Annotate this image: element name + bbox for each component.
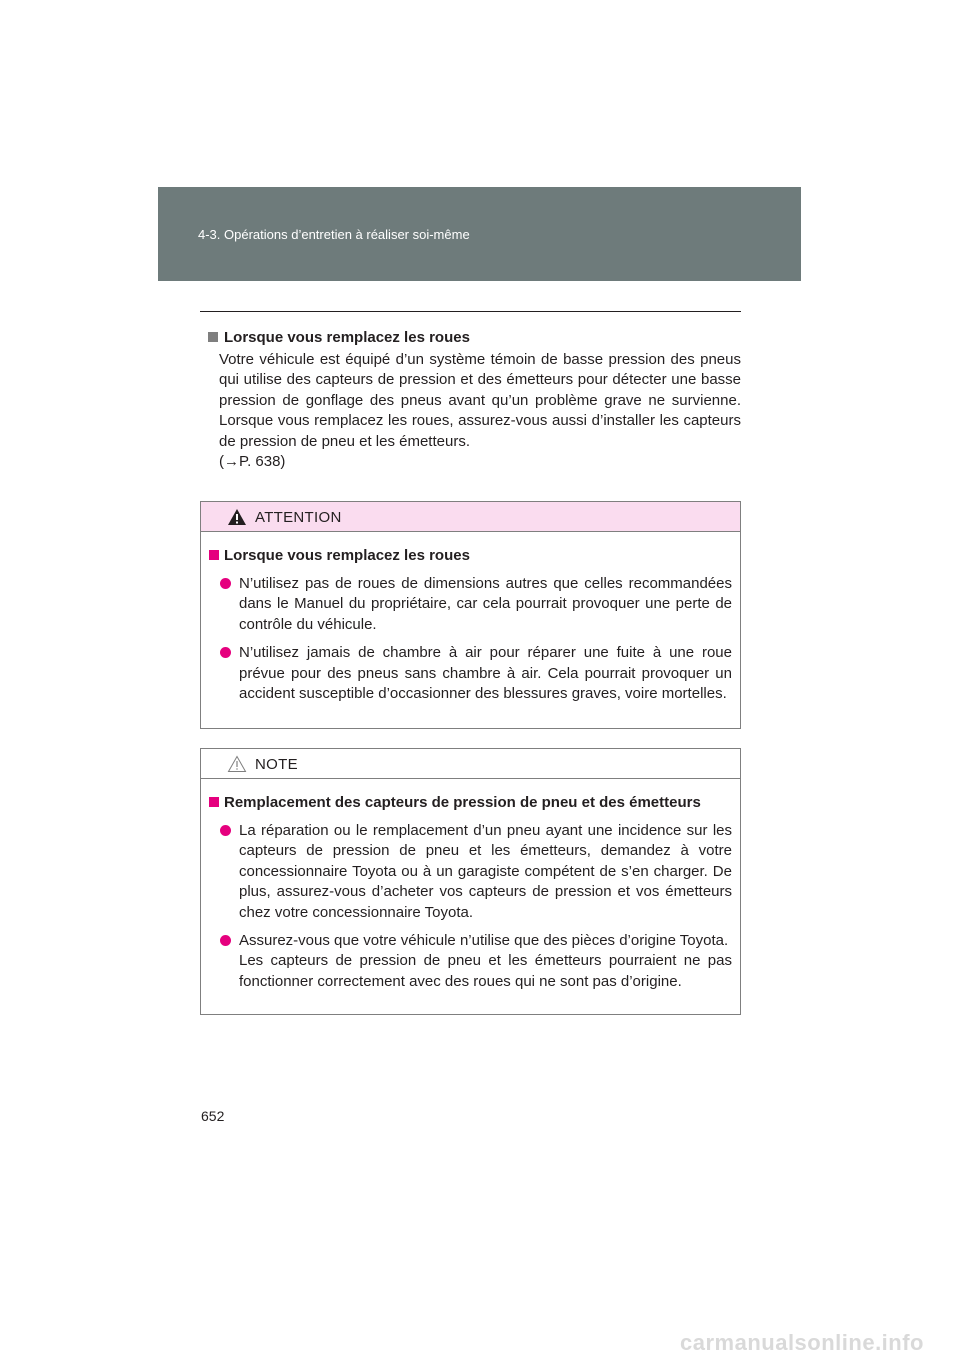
- divider: [200, 311, 741, 312]
- square-bullet-icon: [209, 797, 219, 807]
- header-band: [158, 187, 801, 281]
- bullet-icon: [220, 825, 231, 836]
- bullet-icon: [220, 935, 231, 946]
- content-section: [200, 328, 741, 472]
- page-number: 652: [201, 1108, 225, 1124]
- list-item: N’utilisez jamais de chambre à air pour réparer une fuite à une roue prévue pour des pneus sans chambre à air. Cela pourrait provoquer un accident susceptible d’occasionner des blessures graves, voire mortelles.: [220, 643, 732, 704]
- square-bullet-icon: [208, 332, 218, 342]
- square-bullet-icon: [209, 550, 219, 560]
- section-body: Votre véhicule est équipé d’un système témoin de basse pression des pneus qui utilise des capteurs de pression et des émetteurs pour détecter une basse pression de gonflage des pneus avant qu’un problème grave ne survienne. Lorsque vous remplacez les roues, assurez-vous aussi d’installer les capteurs de pression de pneu et les émetteurs.: [219, 351, 741, 450]
- attention-header: [201, 502, 740, 532]
- caution-icon: [227, 755, 247, 773]
- list-item: Assurez-vous que votre véhicule n’utilise que des pièces d’origine Toyota. Les capteurs de pression de pneu et les émetteurs pourraient ne pas fonctionner correctement avec des roues qui ne sont pas d’origine.: [220, 931, 732, 992]
- warning-icon: [227, 508, 247, 526]
- section-heading: Lorsque vous remplacez les roues: [208, 328, 741, 348]
- list-item: La réparation ou le remplacement d’un pneu ayant une incidence sur les capteurs de pression de pneu et les émetteurs, demandez à votre concessionnaire Toyota ou à un garagiste compétent de s’en charger. De plus, assurez-vous d’acheter vos capteurs de pression et vos émetteurs chez votre concessionnaire Toyota.: [220, 821, 732, 923]
- note-box: [200, 748, 741, 1015]
- note-header: [201, 749, 740, 779]
- attention-box: [200, 501, 741, 729]
- bullet-icon: [220, 647, 231, 658]
- watermark: carmanualsonline.info: [680, 1330, 924, 1355]
- page-reference: (→P. 638): [219, 453, 286, 471]
- section-title: 4-3. Opérations d’entretien à réaliser soi-même: [198, 227, 470, 242]
- bullet-icon: [220, 578, 231, 589]
- attention-heading: Lorsque vous remplacez les roues: [209, 546, 732, 566]
- note-heading: Remplacement des capteurs de pression de pneu et des émetteurs: [209, 793, 732, 813]
- note-label: NOTE: [255, 755, 298, 773]
- list-item: N’utilisez pas de roues de dimensions autres que celles recommandées dans le Manuel du propriétaire, car cela pourrait provoquer une perte de contrôle du véhicule.: [220, 574, 732, 635]
- attention-label: ATTENTION: [255, 508, 342, 526]
